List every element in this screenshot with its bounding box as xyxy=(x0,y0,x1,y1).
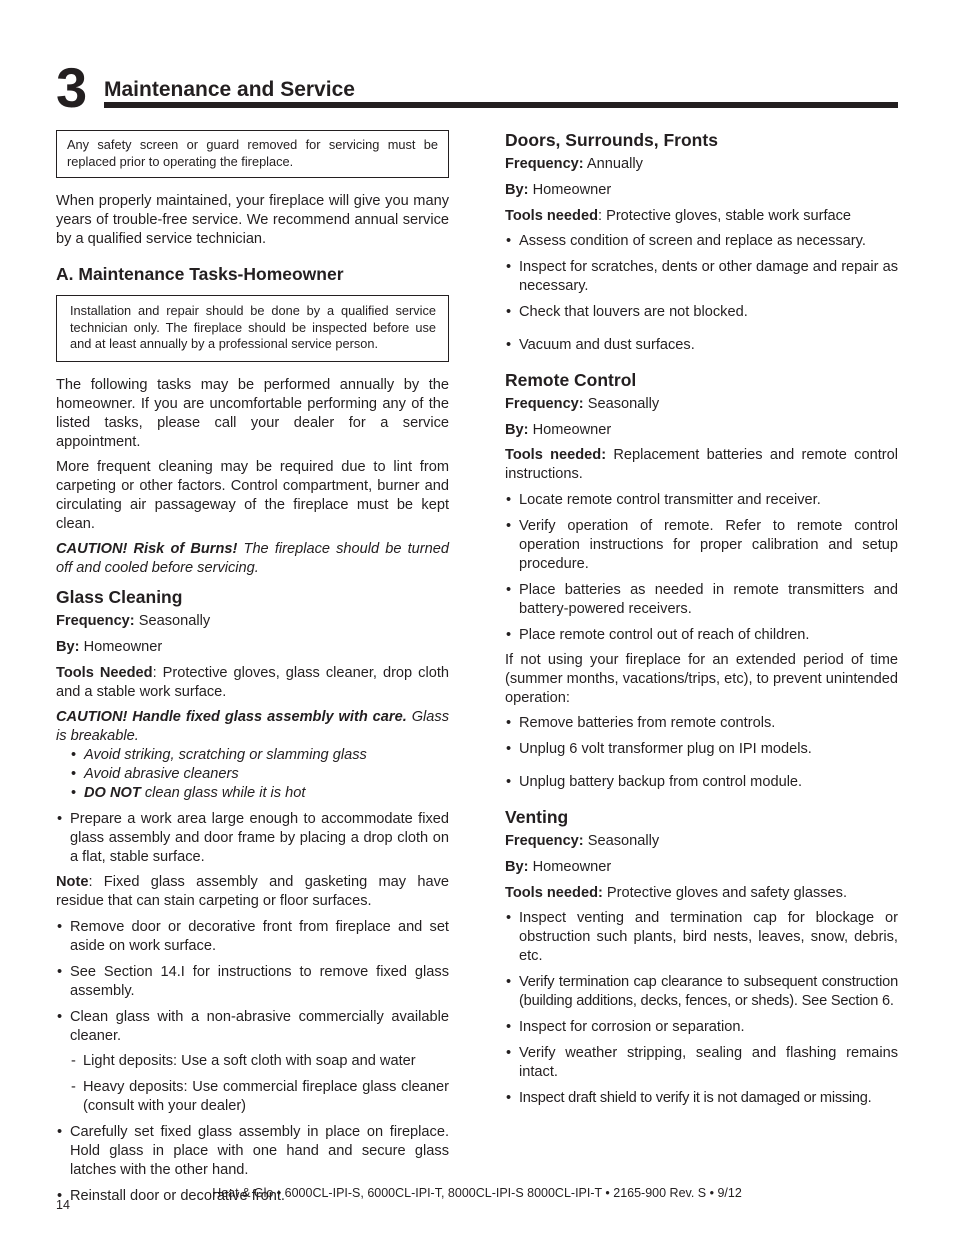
venting-frequency: Frequency: Seasonally xyxy=(505,833,660,849)
remote-paragraph: If not using your fireplace for an extended period of time (summer months, vacations/trips, etc), to prevent unintended operation: xyxy=(505,652,898,706)
page-number: 14 xyxy=(56,1198,70,1212)
list-item: • Verify termination cap clearance to subsequent construction (building additions, decks, fences, or sheds). See Section 6. xyxy=(505,973,898,1011)
intro-paragraph: When properly maintained, your fireplace will give you many years of trouble-free service. We recommend annual service by a qualified service technician. xyxy=(56,193,449,247)
doors-frequency: Frequency: Annually xyxy=(505,156,643,172)
glass-cleaning-heading: Glass Cleaning xyxy=(56,586,183,607)
caution-burns-label: CAUTION! Risk of Burns! xyxy=(56,540,238,557)
header-rule xyxy=(104,102,898,108)
cleaning-deposit-list xyxy=(70,1052,449,1116)
page-footer: Heat & Glo • 6000CL-IPI-S, 6000CL-IPI-T, 8000CL-IPI-S 8000CL-IPI-T • 2165-900 Rev. S • 9/12 xyxy=(212,1186,742,1200)
list-item: • Check that louvers are not blocked. xyxy=(505,303,898,322)
doors-list-2 xyxy=(505,336,898,355)
list-item: • Vacuum and dust surfaces. xyxy=(505,336,898,355)
remote-tools: Tools needed: Replacement batteries and remote control instructions. xyxy=(505,447,898,482)
remote-frequency: Frequency: Seasonally xyxy=(505,396,660,412)
list-item: • Avoid striking, scratching or slamming glass xyxy=(70,746,449,765)
caution-burns xyxy=(56,540,449,578)
list-item: • Inspect draft shield to verify it is not damaged or missing. xyxy=(505,1089,898,1108)
list-item: • Unplug battery backup from control module. xyxy=(505,773,898,792)
doors-tools: Tools needed: Protective gloves, stable work surface xyxy=(505,208,852,224)
glass-frequency: Frequency: Seasonally xyxy=(56,612,211,629)
list-item: • Verify operation of remote. Refer to remote control operation instructions for proper calibration and setup procedure. xyxy=(505,517,898,574)
subsection-heading: A. Maintenance Tasks-Homeowner xyxy=(56,264,344,284)
glass-steps-2 xyxy=(56,918,449,1206)
list-item: • Place remote control out of reach of children. xyxy=(505,626,898,645)
safety-note-text: Any safety screen or guard removed for servicing must be replaced prior to operating the fireplace. xyxy=(67,137,438,169)
venting-tools: Tools needed: Protective gloves and safety glasses. xyxy=(505,885,848,901)
remote-list-3 xyxy=(505,773,898,792)
list-item: • See Section 14.I for instructions to remove fixed glass assembly. xyxy=(56,963,449,1001)
install-note-text: Installation and repair should be done by a qualified service technician only. The fireplace should be inspected before use and at least annually by a professional service person. xyxy=(70,303,436,352)
tasks-paragraph: The following tasks may be performed annually by the homeowner. If you are uncomfortable performing any of the listed tasks, please call your dealer for a service appointment. xyxy=(56,376,449,450)
safety-note-box xyxy=(56,130,449,178)
venting-by: By: Homeowner xyxy=(505,859,612,875)
section-number: 3 xyxy=(56,56,88,119)
right-column xyxy=(505,130,898,1108)
glass-by: By: Homeowner xyxy=(56,638,163,655)
list-item: • Inspect for scratches, dents or other damage and repair as necessary. xyxy=(505,258,898,296)
list-item: - Heavy deposits: Use commercial fireplace glass cleaner (consult with your dealer) xyxy=(70,1078,449,1116)
list-item: • Clean glass with a non-abrasive commercially available cleaner. - Light deposits: Use a soft cloth with soap and water - Heavy deposits: Use commercial fireplace glass cleaner (consult with your dealer) xyxy=(56,1008,449,1116)
remote-by: By: Homeowner xyxy=(505,422,612,438)
cleaning-paragraph: More frequent cleaning may be required due to lint from carpeting or other factors. Control compartment, burner and circulating air passageway of the fireplace must be kept clean. xyxy=(56,458,449,532)
remote-list xyxy=(505,491,898,645)
list-item: • Reinstall door or decorative front. xyxy=(56,1187,449,1206)
list-item: • Remove door or decorative front from fireplace and set aside on work surface. xyxy=(56,918,449,956)
list-item: • Carefully set fixed glass assembly in place on fireplace. Hold glass in place with one hand and secure glass latches with the other hand. xyxy=(56,1123,449,1180)
doors-list xyxy=(505,232,898,322)
glass-tools: Tools Needed: Protective gloves, glass cleaner, drop cloth and a stable work surface. xyxy=(56,664,449,700)
list-item: • Remove batteries from remote controls. xyxy=(505,714,898,733)
remote-list-2 xyxy=(505,714,898,759)
list-item: • Avoid abrasive cleaners xyxy=(70,765,449,784)
glass-caution: CAUTION! Handle fixed glass assembly with care. Glass is breakable. xyxy=(56,708,450,744)
venting-list xyxy=(505,909,898,1108)
list-item: • Locate remote control transmitter and receiver. xyxy=(505,491,898,510)
section-header xyxy=(56,56,898,119)
remote-heading: Remote Control xyxy=(505,370,637,390)
list-item: • Verify weather stripping, sealing and flashing remains intact. xyxy=(505,1044,898,1082)
venting-heading: Venting xyxy=(505,807,569,827)
left-column xyxy=(56,130,449,1206)
list-item: • Place batteries as needed in remote transmitters and battery-powered receivers. xyxy=(505,581,898,619)
glass-caution-list xyxy=(70,746,449,803)
list-item: • DO NOT clean glass while it is hot xyxy=(70,784,449,803)
list-item: • Inspect for corrosion or separation. xyxy=(505,1018,898,1037)
list-item: - Light deposits: Use a soft cloth with soap and water xyxy=(70,1052,449,1071)
glass-note: Note: Fixed glass assembly and gasketing may have residue that can stain carpeting or floor surfaces. xyxy=(56,873,449,909)
glass-steps-1 xyxy=(56,810,449,867)
list-item: • Inspect venting and termination cap for blockage or obstruction such plants, bird nests, leaves, snow, debris, etc. xyxy=(505,909,898,966)
doors-by: By: Homeowner xyxy=(505,182,612,198)
section-title: Maintenance and Service xyxy=(104,78,355,101)
list-item: • Unplug 6 volt transformer plug on IPI models. xyxy=(505,740,898,759)
caution-burns-text: The fireplace should be turned off and cooled before servicing. xyxy=(56,540,450,576)
doors-heading: Doors, Surrounds, Fronts xyxy=(505,130,718,150)
install-note-box xyxy=(56,295,449,362)
list-item: • Prepare a work area large enough to accommodate fixed glass assembly and door frame by placing a drop cloth on a flat, stable surface. xyxy=(56,810,449,867)
list-item: • Assess condition of screen and replace as necessary. xyxy=(505,232,898,251)
